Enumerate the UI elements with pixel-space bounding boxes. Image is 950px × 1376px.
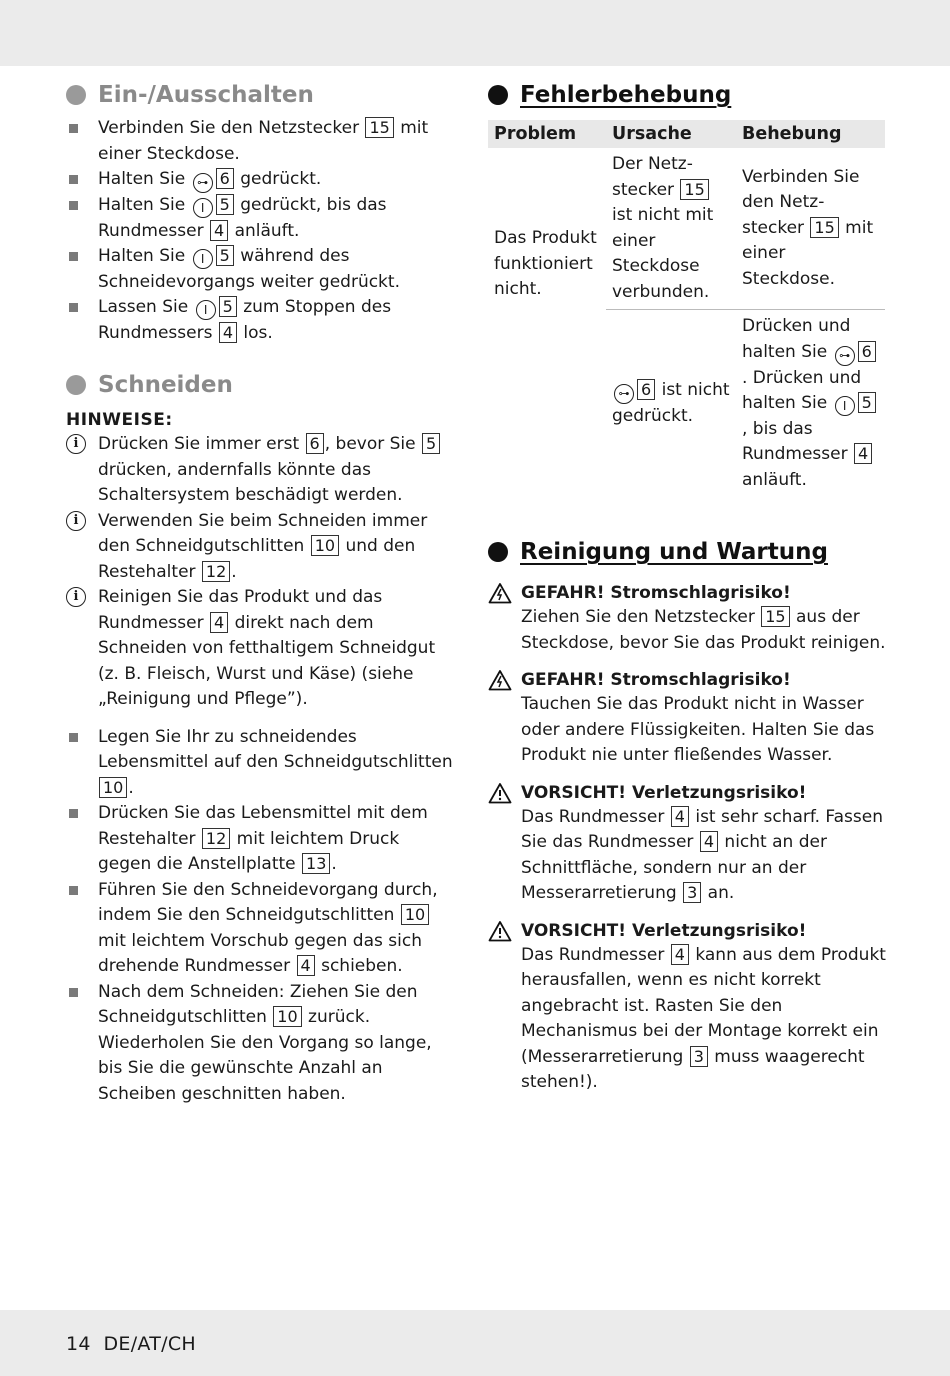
info-icon: i bbox=[66, 434, 86, 454]
troubleshooting-table bbox=[488, 120, 885, 497]
unlock-key-icon: ⊶ bbox=[835, 346, 855, 366]
top-band bbox=[0, 0, 950, 66]
part-number: 15 bbox=[761, 606, 789, 627]
part-number: 5 bbox=[422, 433, 440, 454]
fix-cell: Verbinden Sie den Netz-stecker 15 mit einer Steckdose. bbox=[736, 148, 885, 310]
warning-triangle-icon bbox=[488, 582, 512, 604]
part-number: 3 bbox=[683, 882, 701, 903]
part-number: 5 bbox=[858, 392, 876, 413]
part-number: 10 bbox=[311, 535, 339, 556]
power-symbol-icon: I bbox=[193, 249, 213, 269]
part-number: 10 bbox=[273, 1006, 301, 1027]
part-number: 10 bbox=[401, 904, 429, 925]
part-number: 3 bbox=[690, 1046, 708, 1067]
list-item: Führen Sie den Schneidevorgang durch, indem Sie den Schneidgutschlitten 10 mit leichtem Vorschub gegen das sich drehende Rundmesser 4 schieben. bbox=[66, 878, 456, 980]
part-number: 13 bbox=[302, 853, 330, 874]
bullet-dot-icon bbox=[488, 542, 508, 562]
column-header: Ursache bbox=[606, 120, 736, 148]
part-number: 10 bbox=[99, 777, 127, 798]
info-icon: i bbox=[66, 587, 86, 607]
heading-fehlerbehebung: Fehlerbehebung bbox=[488, 80, 886, 110]
cause-cell: Der Netz-stecker 15 ist nicht mit einer Steckdose verbunden. bbox=[606, 148, 736, 310]
part-number: 15 bbox=[365, 117, 393, 138]
column-header: Behebung bbox=[736, 120, 885, 148]
warning-triangle-icon bbox=[488, 669, 512, 691]
part-number: 5 bbox=[216, 194, 234, 215]
list-item: Halten Sie I 5 während des Schneidevorgangs weiter gedrückt. bbox=[66, 244, 456, 295]
power-symbol-icon: I bbox=[196, 300, 216, 320]
part-number: 4 bbox=[700, 831, 718, 852]
part-number: 6 bbox=[306, 433, 324, 454]
list-item: Drücken Sie das Lebensmittel mit dem Restehalter 12 mit leichtem Druck gegen die Anstellplatte 13 . bbox=[66, 801, 456, 878]
part-number: 15 bbox=[810, 217, 838, 238]
bullet-dot-icon bbox=[66, 85, 86, 105]
heading-schneiden: Schneiden bbox=[66, 370, 456, 400]
warning-triangle-icon bbox=[488, 920, 512, 942]
part-number: 15 bbox=[680, 179, 708, 200]
part-number: 4 bbox=[671, 806, 689, 827]
warning-block: VORSICHT! Verletzungsrisiko! Das Rundmesser 4 ist sehr scharf. Fassen Sie das Rundmesser 4 nicht an der Schnittfläche, sondern nur an der Messerarretierung 3 an. bbox=[488, 781, 886, 907]
power-symbol-icon: I bbox=[193, 198, 213, 218]
heading-ein-ausschalten: Ein-/Ausschalten bbox=[66, 80, 456, 110]
warning-block: GEFAHR! Stromschlagrisiko! Ziehen Sie den Netzstecker 15 aus der Steckdose, bevor Sie das Produkt reinigen. bbox=[488, 581, 886, 656]
warning-block: GEFAHR! Stromschlagrisiko! Tauchen Sie das Produkt nicht in Wasser oder andere Flüssigkeiten. Halten Sie das Produkt nie unter fließendes Wasser. bbox=[488, 668, 886, 769]
part-number: 4 bbox=[210, 220, 228, 241]
region-codes: DE/AT/CH bbox=[103, 1333, 196, 1355]
heading-reinigung-und-wartung: Reinigung und Wartung bbox=[488, 537, 886, 567]
cutting-steps-list bbox=[66, 725, 456, 1108]
part-number: 6 bbox=[858, 341, 876, 362]
table-header-row bbox=[488, 120, 885, 148]
problem-cell: Das Produkt funktioniert nicht. bbox=[494, 228, 597, 300]
part-number: 4 bbox=[671, 944, 689, 965]
left-column bbox=[66, 80, 456, 1107]
right-column bbox=[488, 80, 886, 1096]
list-item: Verbinden Sie den Netzstecker 15 mit einer Steckdose. bbox=[66, 116, 456, 167]
warning-triangle-icon bbox=[488, 782, 512, 804]
cause-cell: ⊶ 6 ist nicht gedrückt. bbox=[612, 379, 730, 426]
list-item: Legen Sie Ihr zu schneidendes Lebensmittel auf den Schneidgutschlitten 10 . bbox=[66, 725, 456, 802]
table-row bbox=[488, 148, 885, 310]
part-number: 4 bbox=[854, 443, 872, 464]
fix-cell: Drücken und halten Sie ⊶ 6. Drücken und halten Sie I 5, bis das Rundmesser 4 anläuft. bbox=[736, 310, 885, 498]
note-item: i Drücken Sie immer erst 6 , bevor Sie 5 drücken, andernfalls könnte das Schaltersystem beschädigt werden. bbox=[66, 432, 456, 509]
list-item: Halten Sie ⊶ 6 gedrückt. bbox=[66, 167, 456, 193]
part-number: 12 bbox=[202, 828, 230, 849]
note-item: i Reinigen Sie das Produkt und das Rundmesser 4 direkt nach dem Schneiden von fetthaltigem Schneidgut (z. B. Fleisch, Wurst und Käse) (siehe „Reinigung und Pflege”). bbox=[66, 585, 456, 713]
part-number: 4 bbox=[297, 955, 315, 976]
notes-heading: HINWEISE: bbox=[66, 410, 173, 430]
part-number: 4 bbox=[210, 612, 228, 633]
page-number: 14 bbox=[66, 1333, 91, 1355]
list-item: Nach dem Schneiden: Ziehen Sie den Schneidgutschlitten 10 zurück. Wiederholen Sie den Vorgang so lange, bis Sie die gewünschte Anzahl an Scheiben geschnitten haben. bbox=[66, 980, 456, 1108]
part-number: 4 bbox=[219, 322, 237, 343]
part-number: 6 bbox=[216, 168, 234, 189]
list-item: Halten Sie I 5 gedrückt, bis das Rundmesser 4 anläuft. bbox=[66, 193, 456, 244]
part-number: 5 bbox=[219, 296, 237, 317]
part-number: 12 bbox=[202, 561, 230, 582]
part-number: 6 bbox=[637, 379, 655, 400]
part-number: 5 bbox=[216, 245, 234, 266]
list-item: Lassen Sie I 5 zum Stoppen des Rundmessers 4 los. bbox=[66, 295, 456, 346]
switch-steps-list bbox=[66, 116, 456, 346]
info-icon: i bbox=[66, 511, 86, 531]
bullet-dot-icon bbox=[488, 85, 508, 105]
unlock-key-icon: ⊶ bbox=[614, 384, 634, 404]
column-header: Problem bbox=[488, 120, 606, 148]
note-item: i Verwenden Sie beim Schneiden immer den Schneidgutschlitten 10 und den Restehalter 12 . bbox=[66, 509, 456, 586]
power-symbol-icon: I bbox=[835, 396, 855, 416]
unlock-key-icon: ⊶ bbox=[193, 173, 213, 193]
warning-block: VORSICHT! Verletzungsrisiko! Das Rundmesser 4 kann aus dem Produkt herausfallen, wenn es nicht korrekt angebracht ist. Rasten Sie den Mechanismus bei der Montage korrekt ein (Messerarretierung 3 muss waagerecht stehen!). bbox=[488, 919, 886, 1096]
page-footer bbox=[66, 1333, 196, 1355]
bullet-dot-icon bbox=[66, 375, 86, 395]
